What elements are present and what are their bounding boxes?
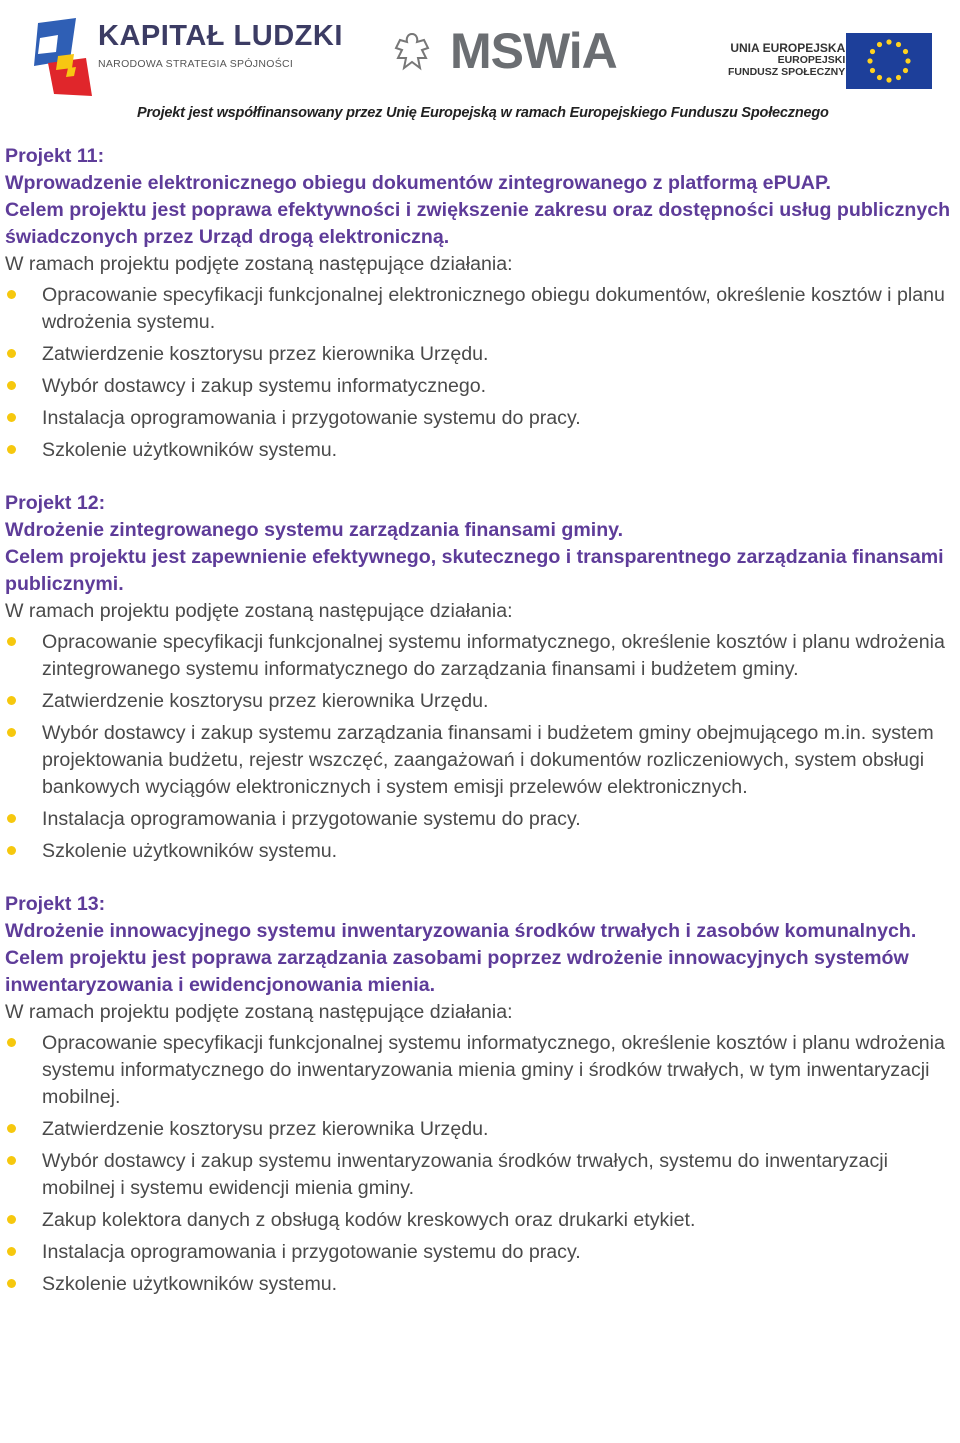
list-item (5, 1148, 957, 1202)
eu-line-3: FUNDUSZ SPOŁECZNY (728, 66, 846, 78)
list-item (5, 1207, 957, 1234)
bullet-icon (7, 1247, 16, 1256)
list-item (5, 341, 957, 368)
kapital-ludzki-title: KAPITAŁ LUDZKI (98, 20, 343, 52)
project-heading: Projekt 12: (5, 492, 106, 514)
list-item-text: Zatwierdzenie kosztorysu przez kierownika Urzędu. (42, 343, 489, 365)
project-section-13 (5, 891, 957, 1298)
bullet-icon (7, 728, 16, 737)
list-item-text: Wybór dostawcy i zakup systemu zarządzania finansami i budżetem gminy obejmującego m.in. system projektowania budżetu, rejestr wszczęć, zaangażowań i dokumentów rozliczeniowych, system obsługi bankowych wyciągów elektronicznych i system emisji przelewów elektronicznych. (42, 722, 934, 798)
project-goal: Celem projektu jest poprawa zarządzania zasobami poprzez wdrożenie innowacyjnych systemów inwentaryzowania i ewidencjonowania mienia. (5, 947, 909, 996)
bullet-icon (7, 814, 16, 823)
bullet-icon (7, 637, 16, 646)
project-heading: Projekt 11: (5, 145, 105, 167)
list-item (5, 437, 957, 464)
project-section-11 (5, 143, 957, 464)
bullet-icon (7, 290, 16, 299)
list-item-text: Opracowanie specyfikacji funkcjonalnej elektronicznego obiegu dokumentów, określenie kosztów i planu wdrożenia systemu. (42, 284, 945, 333)
list-item (5, 1116, 957, 1143)
list-item-text: Szkolenie użytkowników systemu. (42, 439, 338, 461)
list-item (5, 629, 957, 683)
list-item-text: Instalacja oprogramowania i przygotowanie systemu do pracy. (42, 808, 581, 830)
eu-label (728, 42, 845, 78)
list-item (5, 282, 957, 336)
page-header (0, 0, 960, 135)
mswia-logo: MSWiA (450, 23, 617, 79)
action-list (5, 282, 957, 464)
eu-line-1: UNIA EUROPEJSKA (730, 41, 846, 55)
list-item-text: Szkolenie użytkowników systemu. (42, 840, 338, 862)
list-item-text: Instalacja oprogramowania i przygotowanie systemu do pracy. (42, 1241, 581, 1263)
list-item-text: Wybór dostawcy i zakup systemu informatycznego. (42, 375, 487, 397)
list-item-text: Zatwierdzenie kosztorysu przez kierownika Urzędu. (42, 1118, 489, 1140)
project-goal: Celem projektu jest poprawa efektywności i zwiększenie zakresu oraz dostępności usług publicznych świadczonych przez Urząd drogą elektroniczną. (5, 199, 951, 248)
bullet-icon (7, 445, 16, 454)
list-item (5, 405, 957, 432)
list-item-text: Zatwierdzenie kosztorysu przez kierownika Urzędu. (42, 690, 489, 712)
action-list (5, 1030, 957, 1298)
project-goal: Celem projektu jest zapewnienie efektywnego, skutecznego i transparentnego zarządzania finansami publicznymi. (5, 546, 944, 595)
project-title: Wdrożenie zintegrowanego systemu zarządzania finansami gminy. (5, 519, 624, 541)
list-item (5, 688, 957, 715)
project-heading: Projekt 13: (5, 893, 106, 915)
bullet-icon (7, 1215, 16, 1224)
bullet-icon (7, 1279, 16, 1288)
list-item (5, 1271, 957, 1298)
list-item (5, 373, 957, 400)
bullet-icon (7, 1156, 16, 1165)
list-item-text: Szkolenie użytkowników systemu. (42, 1273, 338, 1295)
project-section-12 (5, 490, 957, 865)
list-item (5, 806, 957, 833)
list-item (5, 720, 957, 801)
bullet-icon (7, 696, 16, 705)
bullet-icon (7, 381, 16, 390)
project-intro: W ramach projektu podjęte zostaną następujące działania: (5, 1001, 513, 1023)
list-item (5, 1030, 957, 1111)
bullet-icon (7, 413, 16, 422)
project-title: Wdrożenie innowacyjnego systemu inwentaryzowania środków trwałych i zasobów komunalnych. (5, 920, 917, 942)
kapital-ludzki-logo (28, 18, 98, 98)
list-item-text: Opracowanie specyfikacji funkcjonalnej systemu informatycznego, określenie kosztów i planu wdrożenia systemu informatycznego do inwentaryzowania mienia gminy i środków trwałych, w tym inwentaryzacji mobilnej. (42, 1032, 945, 1108)
bullet-icon (7, 1124, 16, 1133)
project-intro: W ramach projektu podjęte zostaną następujące działania: (5, 600, 513, 622)
list-item-text: Opracowanie specyfikacji funkcjonalnej systemu informatycznego, określenie kosztów i planu wdrożenia zintegrowanego systemu informatycznego do zarządzania finansami i budżetem gminy. (42, 631, 945, 680)
list-item (5, 1239, 957, 1266)
bullet-icon (7, 846, 16, 855)
project-title: Wprowadzenie elektronicznego obiegu dokumentów zintegrowanego z platformą ePUAP. (5, 172, 831, 194)
cofinancing-note: Projekt jest współfinansowany przez Unię Europejską w ramach Europejskiego Funduszu Społecznego (137, 105, 829, 121)
eu-line-2: EUROPEJSKI (777, 54, 846, 66)
bullet-icon (7, 349, 16, 358)
list-item (5, 838, 957, 865)
list-item-text: Wybór dostawcy i zakup systemu inwentaryzowania środków trwałych, systemu do inwentaryzacji mobilnej i systemu ewidencji mienia gminy. (42, 1150, 888, 1199)
document-body (5, 143, 957, 1324)
polish-eagle-emblem (392, 30, 432, 78)
list-item-text: Instalacja oprogramowania i przygotowanie systemu do pracy. (42, 407, 581, 429)
eu-flag-icon (846, 33, 932, 89)
kapital-ludzki-subtitle: NARODOWA STRATEGIA SPÓJNOŚCI (98, 58, 294, 70)
action-list (5, 629, 957, 865)
bullet-icon (7, 1038, 16, 1047)
list-item-text: Zakup kolektora danych z obsługą kodów kreskowych oraz drukarki etykiet. (42, 1209, 696, 1231)
project-intro: W ramach projektu podjęte zostaną następujące działania: (5, 253, 513, 275)
